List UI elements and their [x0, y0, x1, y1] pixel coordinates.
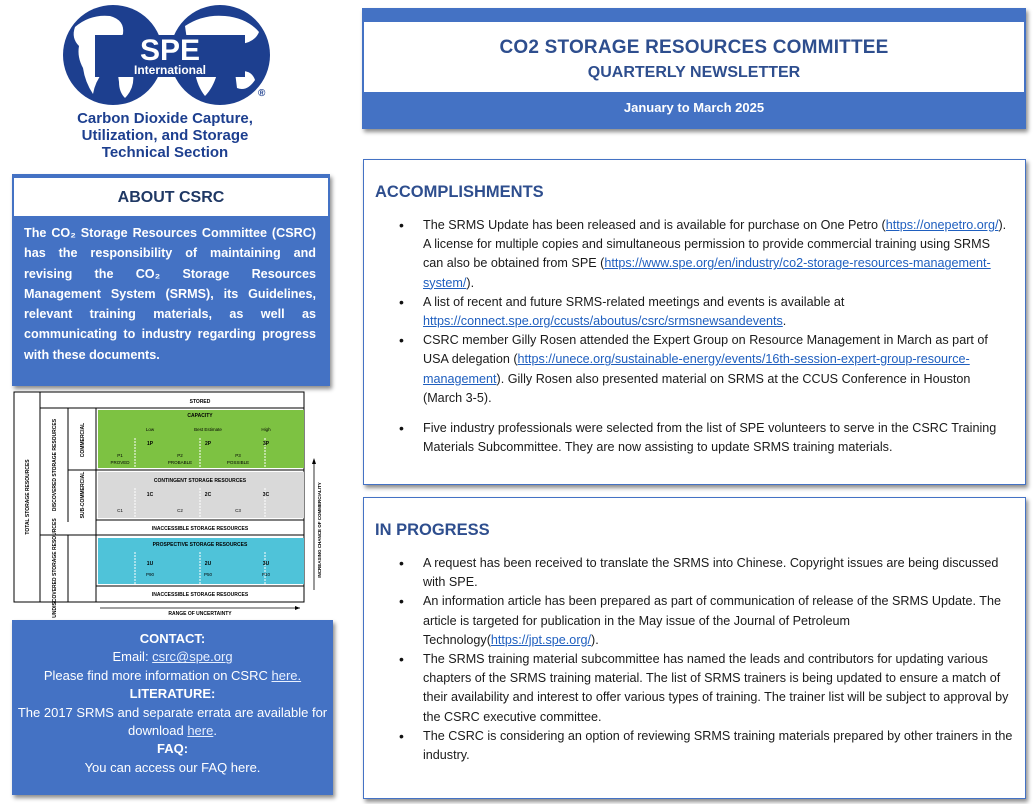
u-code: 2U: [204, 561, 212, 567]
p-sub: P1: [117, 453, 123, 458]
accomplishments-heading: ACCOMPLISHMENTS: [375, 183, 544, 201]
c-sub: C3: [235, 508, 241, 513]
contact-heading: CONTACT:: [139, 631, 206, 646]
inaccessible-label: INACCESSIBLE STORAGE RESOURCES: [151, 526, 249, 532]
newsletter-header: [362, 8, 1026, 129]
p-name: PROBABLE: [167, 460, 193, 465]
commercial-label: COMMERCIAL: [80, 422, 86, 458]
literature-link[interactable]: here: [187, 723, 214, 739]
p-code: 1P: [146, 441, 154, 447]
p-name: PROVED: [110, 460, 130, 465]
item-text: Five industry professionals were selected from the list of SPE volunteers to serve in the CSRC Training Materials Subcommittee. They are now assisting to update SRMS training materials.: [423, 421, 997, 455]
header-title-area: [364, 22, 1024, 92]
srms-classification-diagram: [10, 390, 330, 618]
literature-text: The 2017 SRMS and separate errata are available for download: [17, 704, 328, 739]
c-sub: C2: [177, 508, 183, 513]
p-sub: P3: [235, 453, 241, 458]
u-code: 3U: [262, 561, 270, 567]
about-heading: ABOUT CSRC: [14, 178, 328, 216]
onepetro-link[interactable]: https://onepetro.org/: [885, 218, 999, 232]
contingent-label: CONTINGENT STORAGE RESOURCES: [153, 478, 247, 484]
email-link[interactable]: csrc@spe.org: [152, 649, 233, 665]
item-text: CSRC member Gilly Rosen attended the Expert Group on Resource Management in March as part of USA delegation (: [423, 333, 988, 367]
in-progress-panel: [363, 497, 1026, 799]
accomplishments-panel: [363, 159, 1026, 485]
item-text: A list of recent and future SRMS-related meetings and events is available at: [423, 294, 845, 309]
u-sub: P90: [145, 572, 155, 577]
u-sub: P10: [261, 572, 271, 577]
p-code: 2P: [204, 441, 212, 447]
caption-line: Technical Section: [101, 144, 229, 161]
c-code: 1C: [146, 492, 154, 498]
c-code: 3C: [262, 492, 270, 498]
globe-icon: [55, 2, 285, 112]
p-sub: P2: [177, 453, 183, 458]
increasing-label: INCREASING CHANCE OF COMMERCIALITY: [317, 482, 322, 578]
high-label: High: [261, 427, 271, 432]
list-item: [423, 650, 1013, 727]
events-link[interactable]: https://connect.spe.org/ccusts/aboutus/csrc/srmsnewsandevents: [423, 314, 783, 329]
spe-logo: [55, 2, 285, 164]
registered-mark: ®: [258, 88, 266, 99]
sub-commercial-label: SUB-COMMERCIAL: [80, 471, 86, 519]
item-text: The SRMS Update has been released and is available for purchase on One Petro (: [423, 218, 886, 232]
total-label: TOTAL STORAGE RESOURCES: [25, 459, 31, 535]
info-text: Please find more information on CSRC: [43, 667, 272, 683]
list-item: [423, 293, 1013, 331]
list-item: [423, 592, 1013, 650]
newsletter-date: January to March 2025: [623, 100, 765, 115]
list-item: [423, 216, 1013, 293]
newsletter-title: CO2 STORAGE RESOURCES COMMITTEE: [499, 37, 889, 58]
spe-srms-link[interactable]: https://www.spe.org/en/industry/co2-storage-resources-management-system/: [423, 256, 991, 290]
prospective-label: PROSPECTIVE STORAGE RESOURCES: [152, 542, 248, 548]
item-text: The CSRC is considering an option of reviewing SRMS training materials prepared by other trainers in the industry.: [423, 728, 1013, 763]
list-item: [423, 727, 1013, 765]
email-label: Email:: [112, 649, 153, 665]
item-text: ).: [466, 275, 475, 290]
discovered-label: DISCOVERED STORAGE RESOURCES: [52, 418, 58, 512]
u-sub: P50: [203, 572, 213, 577]
unece-link[interactable]: https://unece.org/sustainable-energy/events/16th-session-expert-group-resource-management: [423, 352, 970, 386]
range-label: RANGE OF UNCERTAINTY: [168, 611, 232, 617]
logo-brand-bottom: International: [133, 63, 207, 77]
c-sub: C1: [117, 508, 123, 513]
undiscovered-label: UNDISCOVERED STORAGE RESOURCES: [52, 518, 58, 618]
item-text: An information article has been prepared as part of communication of release of the SRMS Update. The article is targeted for publication in the May issue of the Journal of Petroleum Technology(: [423, 594, 1001, 647]
u-code: 1U: [146, 561, 154, 567]
item-text: .: [782, 314, 787, 329]
diagram-stored: STORED: [189, 399, 211, 405]
caption-line: Carbon Dioxide Capture,: [77, 110, 253, 127]
info-link[interactable]: here.: [271, 667, 302, 683]
low-label: Low: [145, 427, 155, 432]
contact-panel: [12, 620, 333, 795]
item-text: ). A license for multiple copies and simultaneous permission to provide commercial training using SRMS can also be obtained from SPE (: [423, 218, 1007, 271]
list-item: [423, 331, 1013, 408]
p-code: 3P: [262, 441, 270, 447]
about-body: The CO₂ Storage Resources Committee (CSRC) has the responsibility of maintaining and revising the CO₂ Storage Resources Management System (SRMS), its Guidelines, relevant training materials, as well as communicating to industry regarding progress with these documents.: [24, 226, 316, 362]
accomplishments-list: [388, 216, 1013, 457]
faq-text: You can access our FAQ here.: [84, 759, 261, 775]
item-text: ). Gilly Rosen also presented material on SRMS at the CCUS Conference in Houston (March 3-5).: [423, 371, 971, 405]
best-label: Best Estimate: [194, 427, 222, 432]
item-text: ).: [591, 632, 599, 647]
c-code: 2C: [204, 492, 212, 498]
in-progress-list: [388, 554, 1013, 765]
faq-heading: FAQ:: [156, 741, 189, 757]
logo-brand-top: SPE: [139, 34, 201, 67]
p-name: POSSIBLE: [226, 460, 250, 465]
item-text: A request has been received to translate the SRMS into Chinese. Copyright issues are being discussed with SPE.: [423, 556, 999, 590]
inaccessible-label: INACCESSIBLE STORAGE RESOURCES: [151, 592, 249, 598]
caption-line: Utilization, and Storage: [81, 127, 249, 144]
newsletter-subtitle: QUARTERLY NEWSLETTER: [587, 64, 801, 81]
about-panel: [12, 174, 330, 386]
capacity-label: CAPACITY: [187, 413, 213, 419]
literature-end: .: [213, 723, 217, 739]
jpt-link[interactable]: https://jpt.spe.org/: [490, 632, 592, 647]
item-text: The SRMS training material subcommittee has named the leads and contributors for updating various chapters of the SRMS training material. The list of SRMS trainers is being updated to ensure a match of their availability and interest to offer various types of training. The trainer list will be subject to approval by the CSRC executive committee.: [423, 652, 1009, 724]
literature-heading: LITERATURE:: [129, 686, 216, 702]
list-item: [423, 554, 1013, 592]
in-progress-heading: IN PROGRESS: [375, 521, 490, 539]
logo-caption: [45, 110, 285, 161]
list-item: [423, 419, 1013, 457]
